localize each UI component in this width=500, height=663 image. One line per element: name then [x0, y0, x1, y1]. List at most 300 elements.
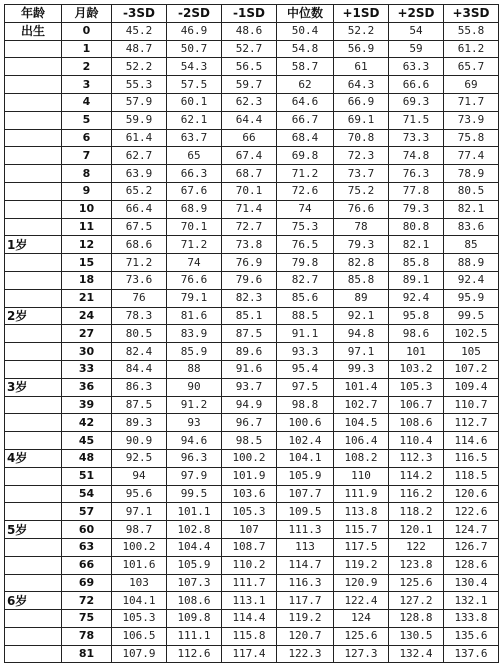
table-row: [5, 556, 499, 574]
minus-3sd-cell: 63.9: [112, 165, 167, 183]
plus-1sd-cell: 66.9: [334, 93, 389, 111]
header-row: [5, 5, 499, 23]
minus-1sd-cell: 98.5: [222, 432, 277, 450]
plus-3sd-cell: 137.6: [444, 645, 499, 663]
plus-2sd-cell: 71.5: [389, 111, 444, 129]
month-cell: 30: [62, 343, 112, 361]
minus-3sd-cell: 67.5: [112, 218, 167, 236]
minus-2sd-cell: 109.8: [167, 610, 222, 628]
header-plus-2sd: +2SD: [389, 5, 444, 23]
plus-3sd-cell: 61.2: [444, 40, 499, 58]
minus-1sd-cell: 113.1: [222, 592, 277, 610]
plus-3sd-cell: 133.8: [444, 610, 499, 628]
table-row: [5, 111, 499, 129]
plus-3sd-cell: 130.4: [444, 574, 499, 592]
minus-1sd-cell: 87.5: [222, 325, 277, 343]
age-cell: [5, 76, 62, 94]
plus-1sd-cell: 102.7: [334, 396, 389, 414]
table-row: [5, 182, 499, 200]
plus-2sd-cell: 101: [389, 343, 444, 361]
minus-3sd-cell: 98.7: [112, 521, 167, 539]
table-row: [5, 449, 499, 467]
month-cell: 27: [62, 325, 112, 343]
plus-1sd-cell: 73.7: [334, 165, 389, 183]
minus-1sd-cell: 93.7: [222, 378, 277, 396]
header-minus-1sd: -1SD: [222, 5, 277, 23]
plus-3sd-cell: 132.1: [444, 592, 499, 610]
minus-2sd-cell: 54.3: [167, 58, 222, 76]
age-cell: [5, 610, 62, 628]
minus-1sd-cell: 52.7: [222, 40, 277, 58]
median-cell: 109.5: [277, 503, 334, 521]
month-cell: 9: [62, 182, 112, 200]
month-cell: 42: [62, 414, 112, 432]
minus-3sd-cell: 73.6: [112, 271, 167, 289]
minus-2sd-cell: 102.8: [167, 521, 222, 539]
median-cell: 71.2: [277, 165, 334, 183]
month-cell: 81: [62, 645, 112, 663]
table-row: [5, 40, 499, 58]
plus-2sd-cell: 95.8: [389, 307, 444, 325]
median-cell: 116.3: [277, 574, 334, 592]
minus-3sd-cell: 68.6: [112, 236, 167, 254]
minus-1sd-cell: 96.7: [222, 414, 277, 432]
median-cell: 66.7: [277, 111, 334, 129]
minus-3sd-cell: 48.7: [112, 40, 167, 58]
median-cell: 79.8: [277, 254, 334, 272]
minus-3sd-cell: 84.4: [112, 360, 167, 378]
minus-1sd-cell: 66: [222, 129, 277, 147]
table-row: [5, 378, 499, 396]
minus-2sd-cell: 88: [167, 360, 222, 378]
month-cell: 8: [62, 165, 112, 183]
minus-2sd-cell: 68.9: [167, 200, 222, 218]
median-cell: 122.3: [277, 645, 334, 663]
minus-2sd-cell: 60.1: [167, 93, 222, 111]
plus-3sd-cell: 78.9: [444, 165, 499, 183]
plus-3sd-cell: 69: [444, 76, 499, 94]
plus-3sd-cell: 109.4: [444, 378, 499, 396]
age-cell: [5, 645, 62, 663]
minus-2sd-cell: 62.1: [167, 111, 222, 129]
header-month: 月龄: [62, 5, 112, 23]
table-row: [5, 610, 499, 628]
table-row: [5, 129, 499, 147]
median-cell: 107.7: [277, 485, 334, 503]
age-cell: [5, 360, 62, 378]
plus-2sd-cell: 66.6: [389, 76, 444, 94]
minus-1sd-cell: 105.3: [222, 503, 277, 521]
age-cell: [5, 574, 62, 592]
median-cell: 64.6: [277, 93, 334, 111]
minus-1sd-cell: 70.1: [222, 182, 277, 200]
header-plus-3sd: +3SD: [444, 5, 499, 23]
minus-2sd-cell: 67.6: [167, 182, 222, 200]
table-row: [5, 165, 499, 183]
age-cell: 4岁: [5, 449, 62, 467]
minus-2sd-cell: 71.2: [167, 236, 222, 254]
minus-1sd-cell: 56.5: [222, 58, 277, 76]
minus-1sd-cell: 79.6: [222, 271, 277, 289]
age-cell: [5, 200, 62, 218]
month-cell: 69: [62, 574, 112, 592]
minus-3sd-cell: 100.2: [112, 538, 167, 556]
table-row: [5, 200, 499, 218]
median-cell: 113: [277, 538, 334, 556]
month-cell: 24: [62, 307, 112, 325]
minus-1sd-cell: 71.4: [222, 200, 277, 218]
plus-1sd-cell: 56.9: [334, 40, 389, 58]
age-cell: [5, 58, 62, 76]
plus-1sd-cell: 97.1: [334, 343, 389, 361]
table-row: [5, 360, 499, 378]
plus-1sd-cell: 69.1: [334, 111, 389, 129]
minus-2sd-cell: 46.9: [167, 22, 222, 40]
month-cell: 75: [62, 610, 112, 628]
month-cell: 18: [62, 271, 112, 289]
month-cell: 2: [62, 58, 112, 76]
plus-1sd-cell: 92.1: [334, 307, 389, 325]
minus-2sd-cell: 91.2: [167, 396, 222, 414]
minus-2sd-cell: 66.3: [167, 165, 222, 183]
median-cell: 72.6: [277, 182, 334, 200]
header-plus-1sd: +1SD: [334, 5, 389, 23]
plus-2sd-cell: 123.8: [389, 556, 444, 574]
median-cell: 75.3: [277, 218, 334, 236]
minus-3sd-cell: 90.9: [112, 432, 167, 450]
plus-2sd-cell: 108.6: [389, 414, 444, 432]
age-cell: 出生: [5, 22, 62, 40]
plus-1sd-cell: 125.6: [334, 627, 389, 645]
plus-3sd-cell: 73.9: [444, 111, 499, 129]
plus-2sd-cell: 54: [389, 22, 444, 40]
plus-1sd-cell: 106.4: [334, 432, 389, 450]
median-cell: 82.7: [277, 271, 334, 289]
median-cell: 98.8: [277, 396, 334, 414]
minus-3sd-cell: 107.9: [112, 645, 167, 663]
minus-1sd-cell: 59.7: [222, 76, 277, 94]
minus-1sd-cell: 108.7: [222, 538, 277, 556]
median-cell: 74: [277, 200, 334, 218]
plus-2sd-cell: 80.8: [389, 218, 444, 236]
month-cell: 4: [62, 93, 112, 111]
median-cell: 76.5: [277, 236, 334, 254]
age-cell: [5, 627, 62, 645]
minus-1sd-cell: 85.1: [222, 307, 277, 325]
plus-1sd-cell: 79.3: [334, 236, 389, 254]
minus-2sd-cell: 111.1: [167, 627, 222, 645]
age-cell: [5, 93, 62, 111]
plus-2sd-cell: 89.1: [389, 271, 444, 289]
plus-2sd-cell: 73.3: [389, 129, 444, 147]
age-cell: [5, 556, 62, 574]
plus-2sd-cell: 92.4: [389, 289, 444, 307]
month-cell: 48: [62, 449, 112, 467]
minus-1sd-cell: 107: [222, 521, 277, 539]
plus-2sd-cell: 112.3: [389, 449, 444, 467]
month-cell: 72: [62, 592, 112, 610]
table-row: [5, 574, 499, 592]
minus-3sd-cell: 66.4: [112, 200, 167, 218]
plus-1sd-cell: 120.9: [334, 574, 389, 592]
plus-2sd-cell: 82.1: [389, 236, 444, 254]
median-cell: 88.5: [277, 307, 334, 325]
plus-2sd-cell: 116.2: [389, 485, 444, 503]
plus-2sd-cell: 120.1: [389, 521, 444, 539]
minus-1sd-cell: 117.4: [222, 645, 277, 663]
plus-1sd-cell: 99.3: [334, 360, 389, 378]
table-row: [5, 271, 499, 289]
median-cell: 68.4: [277, 129, 334, 147]
age-cell: [5, 396, 62, 414]
minus-2sd-cell: 97.9: [167, 467, 222, 485]
minus-3sd-cell: 80.5: [112, 325, 167, 343]
minus-3sd-cell: 87.5: [112, 396, 167, 414]
minus-3sd-cell: 57.9: [112, 93, 167, 111]
minus-2sd-cell: 65: [167, 147, 222, 165]
age-cell: [5, 182, 62, 200]
plus-3sd-cell: 118.5: [444, 467, 499, 485]
median-cell: 119.2: [277, 610, 334, 628]
minus-1sd-cell: 72.7: [222, 218, 277, 236]
age-cell: [5, 218, 62, 236]
minus-1sd-cell: 89.6: [222, 343, 277, 361]
header-median: 中位数: [277, 5, 334, 23]
month-cell: 78: [62, 627, 112, 645]
plus-1sd-cell: 108.2: [334, 449, 389, 467]
plus-1sd-cell: 124: [334, 610, 389, 628]
month-cell: 39: [62, 396, 112, 414]
minus-2sd-cell: 63.7: [167, 129, 222, 147]
age-cell: 1岁: [5, 236, 62, 254]
minus-3sd-cell: 55.3: [112, 76, 167, 94]
plus-3sd-cell: 65.7: [444, 58, 499, 76]
plus-3sd-cell: 99.5: [444, 307, 499, 325]
minus-2sd-cell: 112.6: [167, 645, 222, 663]
plus-1sd-cell: 119.2: [334, 556, 389, 574]
minus-1sd-cell: 68.7: [222, 165, 277, 183]
plus-3sd-cell: 80.5: [444, 182, 499, 200]
minus-2sd-cell: 50.7: [167, 40, 222, 58]
minus-1sd-cell: 103.6: [222, 485, 277, 503]
minus-3sd-cell: 101.6: [112, 556, 167, 574]
median-cell: 114.7: [277, 556, 334, 574]
plus-2sd-cell: 132.4: [389, 645, 444, 663]
plus-2sd-cell: 103.2: [389, 360, 444, 378]
median-cell: 93.3: [277, 343, 334, 361]
minus-2sd-cell: 57.5: [167, 76, 222, 94]
median-cell: 85.6: [277, 289, 334, 307]
minus-1sd-cell: 110.2: [222, 556, 277, 574]
minus-3sd-cell: 106.5: [112, 627, 167, 645]
minus-3sd-cell: 82.4: [112, 343, 167, 361]
month-cell: 12: [62, 236, 112, 254]
minus-1sd-cell: 114.4: [222, 610, 277, 628]
age-cell: 5岁: [5, 521, 62, 539]
table-row: [5, 503, 499, 521]
minus-2sd-cell: 96.3: [167, 449, 222, 467]
minus-2sd-cell: 74: [167, 254, 222, 272]
minus-3sd-cell: 105.3: [112, 610, 167, 628]
minus-1sd-cell: 76.9: [222, 254, 277, 272]
minus-3sd-cell: 94: [112, 467, 167, 485]
month-cell: 5: [62, 111, 112, 129]
plus-3sd-cell: 114.6: [444, 432, 499, 450]
minus-2sd-cell: 107.3: [167, 574, 222, 592]
median-cell: 50.4: [277, 22, 334, 40]
age-cell: [5, 40, 62, 58]
plus-3sd-cell: 105: [444, 343, 499, 361]
median-cell: 120.7: [277, 627, 334, 645]
plus-1sd-cell: 101.4: [334, 378, 389, 396]
plus-3sd-cell: 110.7: [444, 396, 499, 414]
age-cell: [5, 343, 62, 361]
table-row: [5, 236, 499, 254]
table-row: [5, 289, 499, 307]
plus-3sd-cell: 128.6: [444, 556, 499, 574]
age-cell: [5, 111, 62, 129]
minus-1sd-cell: 111.7: [222, 574, 277, 592]
plus-2sd-cell: 85.8: [389, 254, 444, 272]
plus-1sd-cell: 52.2: [334, 22, 389, 40]
minus-3sd-cell: 61.4: [112, 129, 167, 147]
month-cell: 66: [62, 556, 112, 574]
minus-1sd-cell: 62.3: [222, 93, 277, 111]
month-cell: 15: [62, 254, 112, 272]
minus-2sd-cell: 79.1: [167, 289, 222, 307]
table-row: [5, 538, 499, 556]
table-body: [5, 22, 499, 663]
plus-1sd-cell: 104.5: [334, 414, 389, 432]
table-row: [5, 645, 499, 663]
minus-1sd-cell: 73.8: [222, 236, 277, 254]
table-row: [5, 325, 499, 343]
plus-3sd-cell: 116.5: [444, 449, 499, 467]
plus-3sd-cell: 88.9: [444, 254, 499, 272]
month-cell: 33: [62, 360, 112, 378]
minus-2sd-cell: 90: [167, 378, 222, 396]
minus-3sd-cell: 78.3: [112, 307, 167, 325]
age-cell: 3岁: [5, 378, 62, 396]
month-cell: 51: [62, 467, 112, 485]
plus-3sd-cell: 83.6: [444, 218, 499, 236]
minus-1sd-cell: 115.8: [222, 627, 277, 645]
minus-1sd-cell: 48.6: [222, 22, 277, 40]
table-row: [5, 485, 499, 503]
plus-3sd-cell: 82.1: [444, 200, 499, 218]
age-cell: [5, 414, 62, 432]
minus-1sd-cell: 101.9: [222, 467, 277, 485]
minus-1sd-cell: 94.9: [222, 396, 277, 414]
minus-2sd-cell: 70.1: [167, 218, 222, 236]
plus-2sd-cell: 79.3: [389, 200, 444, 218]
median-cell: 97.5: [277, 378, 334, 396]
plus-1sd-cell: 89: [334, 289, 389, 307]
median-cell: 69.8: [277, 147, 334, 165]
plus-3sd-cell: 126.7: [444, 538, 499, 556]
plus-1sd-cell: 78: [334, 218, 389, 236]
age-cell: [5, 147, 62, 165]
median-cell: 95.4: [277, 360, 334, 378]
month-cell: 45: [62, 432, 112, 450]
plus-1sd-cell: 111.9: [334, 485, 389, 503]
growth-standard-table: [4, 4, 499, 663]
minus-3sd-cell: 59.9: [112, 111, 167, 129]
plus-2sd-cell: 127.2: [389, 592, 444, 610]
month-cell: 7: [62, 147, 112, 165]
median-cell: 54.8: [277, 40, 334, 58]
month-cell: 60: [62, 521, 112, 539]
table-row: [5, 627, 499, 645]
table-row: [5, 432, 499, 450]
minus-3sd-cell: 76: [112, 289, 167, 307]
plus-2sd-cell: 59: [389, 40, 444, 58]
month-cell: 36: [62, 378, 112, 396]
plus-2sd-cell: 110.4: [389, 432, 444, 450]
header-minus-2sd: -2SD: [167, 5, 222, 23]
plus-3sd-cell: 95.9: [444, 289, 499, 307]
plus-3sd-cell: 107.2: [444, 360, 499, 378]
month-cell: 54: [62, 485, 112, 503]
plus-1sd-cell: 127.3: [334, 645, 389, 663]
plus-1sd-cell: 122.4: [334, 592, 389, 610]
minus-2sd-cell: 76.6: [167, 271, 222, 289]
table-row: [5, 521, 499, 539]
header-age: 年龄: [5, 5, 62, 23]
plus-3sd-cell: 85: [444, 236, 499, 254]
plus-2sd-cell: 106.7: [389, 396, 444, 414]
median-cell: 62: [277, 76, 334, 94]
table-row: [5, 76, 499, 94]
plus-3sd-cell: 122.6: [444, 503, 499, 521]
table-row: [5, 93, 499, 111]
age-cell: [5, 467, 62, 485]
age-cell: [5, 271, 62, 289]
plus-2sd-cell: 128.8: [389, 610, 444, 628]
plus-1sd-cell: 75.2: [334, 182, 389, 200]
median-cell: 105.9: [277, 467, 334, 485]
minus-3sd-cell: 97.1: [112, 503, 167, 521]
minus-2sd-cell: 101.1: [167, 503, 222, 521]
month-cell: 57: [62, 503, 112, 521]
plus-3sd-cell: 75.8: [444, 129, 499, 147]
age-cell: [5, 325, 62, 343]
minus-1sd-cell: 100.2: [222, 449, 277, 467]
plus-2sd-cell: 125.6: [389, 574, 444, 592]
table-row: [5, 218, 499, 236]
plus-2sd-cell: 76.3: [389, 165, 444, 183]
age-cell: [5, 538, 62, 556]
minus-2sd-cell: 81.6: [167, 307, 222, 325]
age-cell: [5, 129, 62, 147]
plus-1sd-cell: 115.7: [334, 521, 389, 539]
minus-3sd-cell: 86.3: [112, 378, 167, 396]
median-cell: 117.7: [277, 592, 334, 610]
plus-3sd-cell: 77.4: [444, 147, 499, 165]
plus-1sd-cell: 64.3: [334, 76, 389, 94]
age-cell: 6岁: [5, 592, 62, 610]
minus-3sd-cell: 95.6: [112, 485, 167, 503]
month-cell: 11: [62, 218, 112, 236]
table-row: [5, 307, 499, 325]
plus-3sd-cell: 71.7: [444, 93, 499, 111]
age-cell: [5, 485, 62, 503]
median-cell: 91.1: [277, 325, 334, 343]
plus-3sd-cell: 120.6: [444, 485, 499, 503]
table-row: [5, 467, 499, 485]
plus-2sd-cell: 69.3: [389, 93, 444, 111]
age-cell: [5, 503, 62, 521]
